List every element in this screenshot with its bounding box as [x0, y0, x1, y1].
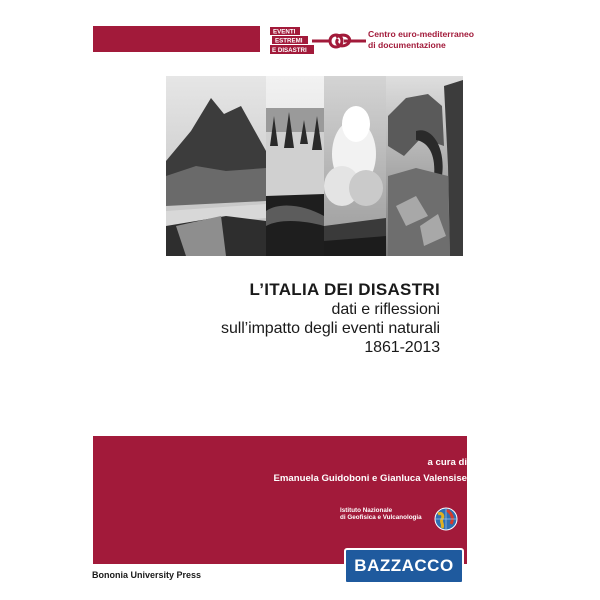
centro-line1: Centro euro-mediterraneo — [368, 29, 475, 39]
editors-block — [273, 455, 467, 487]
eventi-estremi-logo — [270, 27, 380, 55]
logo-word-3: E DISASTRI — [272, 47, 307, 54]
ingv-label — [340, 507, 422, 521]
bazzacco-badge: BAZZACCO — [344, 548, 464, 584]
editors-names: Emanuela Guidoboni e Gianluca Valensise — [273, 473, 467, 484]
ingv-line2: di Geofisica e Vulcanologia — [340, 514, 422, 521]
globe-icon — [432, 506, 460, 532]
photo-flood-trees — [266, 76, 324, 256]
photo-earthquake-ruins — [386, 76, 463, 256]
centro-line2: di documentazione — [368, 40, 446, 50]
subtitle-line3: 1861-2013 — [364, 339, 440, 356]
subtitle-line2: sull’impatto degli eventi naturali — [221, 320, 440, 337]
ingv-line1: Istituto Nazionale — [340, 507, 393, 514]
subtitle-line1: dati e riflessioni — [331, 301, 440, 318]
logo-word-1: EVENTI — [273, 28, 296, 36]
disaster-photo-strip — [166, 76, 463, 256]
logo-word-2: ESTREMI — [275, 37, 303, 45]
logo-knot-icon — [312, 35, 366, 47]
book-title: L’ITALIA DEI DISASTRI — [249, 280, 440, 299]
photo-dam-mountain — [166, 76, 266, 256]
title-block — [221, 279, 440, 357]
photo-volcano-eruption — [324, 76, 386, 256]
centro-documentazione — [368, 29, 474, 51]
top-red-band — [93, 26, 260, 52]
publisher-name: Bononia University Press — [92, 570, 202, 580]
edited-by-label: a cura di — [427, 457, 467, 468]
logo-text-blocks — [270, 27, 314, 54]
